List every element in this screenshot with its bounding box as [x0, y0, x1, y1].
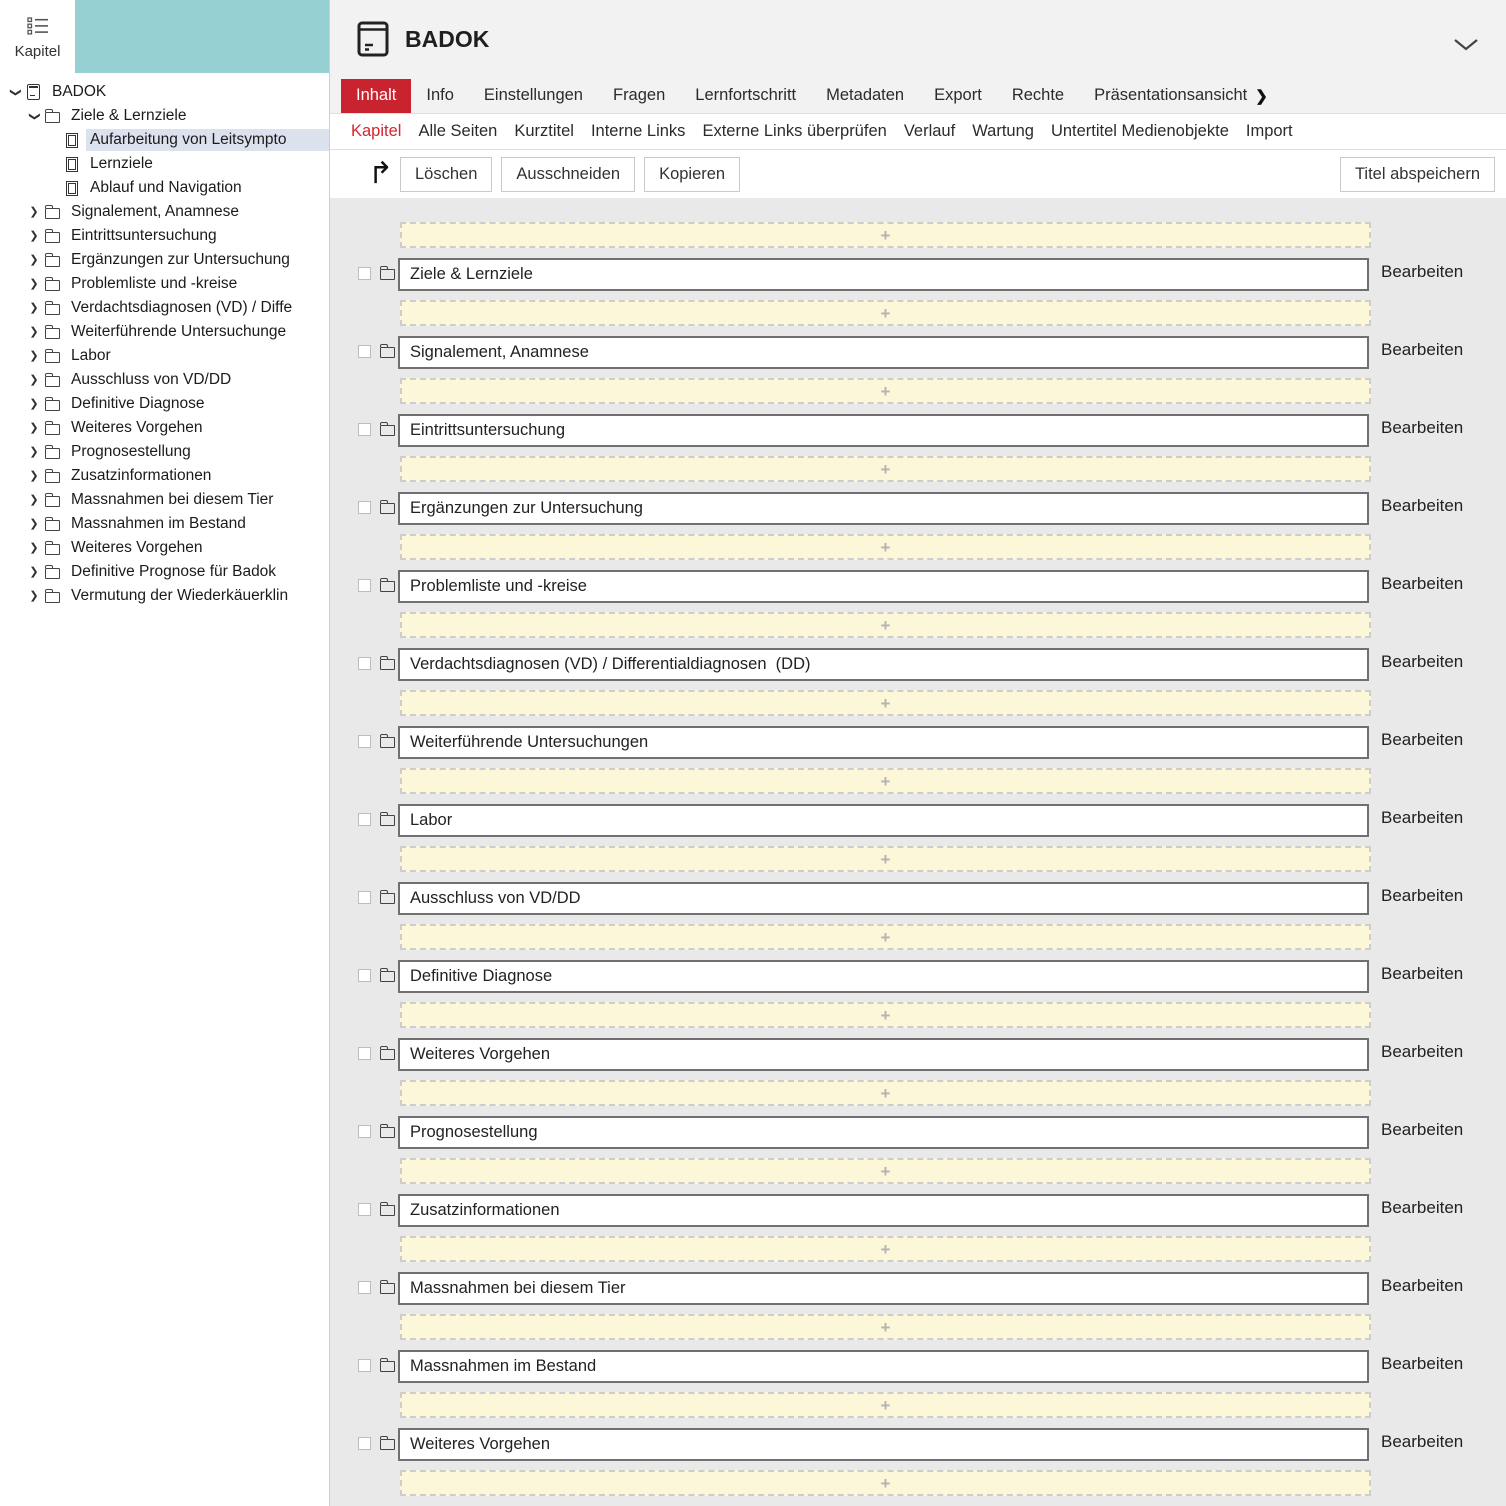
- plus-icon: +: [880, 381, 891, 401]
- plus-icon: +: [880, 615, 891, 635]
- tab-export[interactable]: [919, 79, 997, 113]
- edit-link[interactable]: Bearbeiten: [1381, 418, 1464, 438]
- chapter-checkbox[interactable]: [358, 1203, 371, 1216]
- chapter-row-zusatzinformationen: [330, 1194, 1506, 1227]
- insert-chapter-bar[interactable]: [400, 534, 1371, 560]
- tree-item-verdachtsdiagnosen-vd-diffe[interactable]: [0, 296, 329, 320]
- folder-icon: [380, 1205, 395, 1216]
- tree-item-label: Ergänzungen zur Untersuchung: [71, 251, 290, 268]
- folder-icon: [380, 815, 395, 826]
- edit-link[interactable]: Bearbeiten: [1381, 964, 1464, 984]
- chapter-row-weiteres-vorgehen: [330, 1038, 1506, 1071]
- chapter-title-input[interactable]: [398, 414, 1369, 447]
- plus-icon: +: [880, 1473, 891, 1493]
- subtab-kapitel[interactable]: Kapitel: [351, 122, 402, 141]
- plus-icon: +: [880, 849, 891, 869]
- chapter-row-massnahmen-im-bestand: [330, 1350, 1506, 1383]
- tree-item-label: Aufarbeitung von Leitsympto: [86, 129, 329, 151]
- chevron-right-icon[interactable]: ❯: [29, 493, 39, 506]
- folder-icon: [45, 469, 60, 483]
- folder-icon: [45, 253, 60, 267]
- edit-link[interactable]: Bearbeiten: [1381, 1120, 1464, 1140]
- tree-item-label: BADOK: [52, 83, 107, 100]
- edit-link[interactable]: Bearbeiten: [1381, 1198, 1464, 1218]
- chapter-checkbox[interactable]: [358, 501, 371, 514]
- save-titles-button[interactable]: Titel abspeichern: [1340, 157, 1495, 192]
- tab-präsentationsansicht[interactable]: [1079, 79, 1283, 113]
- chevron-right-icon[interactable]: ❯: [29, 541, 39, 554]
- folder-icon: [45, 205, 60, 219]
- folder-glyph: [45, 232, 60, 243]
- tab-info[interactable]: [411, 79, 469, 113]
- chapter-tree: [0, 75, 329, 608]
- chapter-checkbox[interactable]: [358, 267, 371, 280]
- tree-item-label: Zusatzinformationen: [71, 467, 212, 484]
- edit-link[interactable]: Bearbeiten: [1381, 1042, 1464, 1062]
- subtab-untertitel-medienobjekte[interactable]: Untertitel Medienobjekte: [1050, 122, 1229, 141]
- folder-icon: [380, 1439, 395, 1450]
- tree-item-badok[interactable]: [0, 80, 329, 104]
- subtab-externe-links-überprüfen[interactable]: Externe Links überprüfen: [702, 122, 887, 141]
- folder-glyph: [45, 400, 60, 411]
- tree-item-ziele-lernziele[interactable]: [0, 104, 329, 128]
- tree-item-label: Massnahmen bei diesem Tier: [71, 491, 274, 508]
- plus-icon: +: [880, 1395, 891, 1415]
- folder-glyph: [45, 448, 60, 459]
- chevron-right-icon[interactable]: ❯: [29, 445, 39, 458]
- folder-icon: [380, 269, 395, 280]
- insert-chapter-bar[interactable]: [400, 456, 1371, 482]
- tree-item-weiteres-vorgehen[interactable]: [0, 416, 329, 440]
- page-title: BADOK: [405, 25, 490, 52]
- toolbar: [330, 150, 1506, 198]
- sidebar-header: [0, 0, 329, 75]
- folder-glyph: [45, 328, 60, 339]
- tree-item-definitive-prognose-für-badok[interactable]: [0, 560, 329, 584]
- folder-icon: [380, 1361, 395, 1372]
- tree-item-labor[interactable]: [0, 344, 329, 368]
- tree-item-massnahmen-bei-diesem-tier[interactable]: [0, 488, 329, 512]
- page-glyph: [66, 181, 78, 196]
- subtab-wartung[interactable]: Wartung: [972, 122, 1034, 141]
- folder-glyph: [45, 568, 60, 579]
- chevron-right-icon[interactable]: ❯: [29, 517, 39, 530]
- subtab-alle-seiten[interactable]: Alle Seiten: [418, 122, 498, 141]
- edit-link[interactable]: Bearbeiten: [1381, 1276, 1464, 1296]
- folder-icon: [45, 277, 60, 291]
- page-icon: [64, 133, 79, 148]
- folder-glyph: [45, 424, 60, 435]
- chapter-row-massnahmen-bei-diesem-tier: [330, 1272, 1506, 1305]
- chevron-right-icon[interactable]: ❯: [29, 565, 39, 578]
- edit-link[interactable]: Bearbeiten: [1381, 496, 1464, 516]
- sidebar-tab-kapitel[interactable]: [0, 0, 75, 75]
- tab-fragen[interactable]: [598, 79, 680, 113]
- chapter-row-eintrittsuntersuchung: [330, 414, 1506, 447]
- course-book-icon: [357, 21, 389, 57]
- chevron-right-icon[interactable]: ❯: [29, 349, 39, 362]
- chapter-row-prognosestellung: [330, 1116, 1506, 1149]
- löschen-button[interactable]: Löschen: [400, 157, 492, 192]
- folder-icon: [45, 493, 60, 507]
- folder-icon: [380, 1127, 395, 1138]
- chapter-checkbox[interactable]: [358, 1437, 371, 1450]
- tab-lernfortschritt[interactable]: [680, 79, 811, 113]
- chapter-title-input[interactable]: [398, 1350, 1369, 1383]
- main-panel: [330, 0, 1506, 1506]
- tree-item-signalement-anamnese[interactable]: [0, 200, 329, 224]
- folder-glyph: [45, 112, 60, 123]
- folder-icon: [380, 347, 395, 358]
- chevron-right-icon[interactable]: ❯: [29, 301, 39, 314]
- tree-item-label: Ausschluss von VD/DD: [71, 371, 232, 388]
- tree-item-lernziele[interactable]: [0, 152, 329, 176]
- kopieren-button[interactable]: Kopieren: [644, 157, 740, 192]
- tree-item-label: Weiteres Vorgehen: [71, 419, 203, 436]
- chapter-checkbox[interactable]: [358, 1281, 371, 1294]
- chapter-checkbox[interactable]: [358, 891, 371, 904]
- chevron-right-icon[interactable]: ❯: [29, 325, 39, 338]
- insert-chapter-bar[interactable]: [400, 1002, 1371, 1028]
- folder-icon: [45, 373, 60, 387]
- folder-icon: [380, 893, 395, 904]
- chevron-right-icon[interactable]: ❯: [29, 253, 39, 266]
- chapter-title-input[interactable]: [398, 1272, 1369, 1305]
- tree-item-label: Ablauf und Navigation: [90, 179, 242, 196]
- plus-icon: +: [880, 1083, 891, 1103]
- chapter-checkbox[interactable]: [358, 657, 371, 670]
- chevron-right-icon[interactable]: ❯: [29, 229, 39, 242]
- insert-chapter-bar[interactable]: [400, 612, 1371, 638]
- doc-icon: [26, 84, 41, 100]
- plus-icon: +: [880, 1317, 891, 1337]
- insert-chapter-bar[interactable]: [400, 300, 1371, 326]
- insert-chapter-bar[interactable]: [400, 924, 1371, 950]
- chapter-title-input[interactable]: [398, 1116, 1369, 1149]
- chapter-checkbox[interactable]: [358, 423, 371, 436]
- plus-icon: +: [880, 1005, 891, 1025]
- edit-link[interactable]: Bearbeiten: [1381, 730, 1464, 750]
- tree-item-label: Weiterführende Untersuchunge: [71, 323, 287, 340]
- folder-icon: [45, 109, 60, 123]
- course-header: [330, 0, 1506, 79]
- edit-link[interactable]: Bearbeiten: [1381, 1432, 1464, 1452]
- folder-icon: [45, 445, 60, 459]
- chapter-row-weiteres-vorgehen: [330, 1428, 1506, 1461]
- chapter-checkbox[interactable]: [358, 1359, 371, 1372]
- tree-item-label: Lernziele: [90, 155, 153, 172]
- toolbar-buttons: [392, 157, 740, 192]
- edit-link[interactable]: Bearbeiten: [1381, 808, 1464, 828]
- chapter-title-input[interactable]: [398, 336, 1369, 369]
- folder-icon: [380, 581, 395, 592]
- folder-icon: [45, 421, 60, 435]
- collapse-chevron-icon[interactable]: [1452, 38, 1480, 52]
- folder-glyph: [45, 472, 60, 483]
- folder-icon: [45, 229, 60, 243]
- folder-glyph: [45, 496, 60, 507]
- chapter-title-input[interactable]: [398, 1194, 1369, 1227]
- chapter-title-input[interactable]: [398, 804, 1369, 837]
- chevron-down-icon[interactable]: ❯: [9, 87, 22, 97]
- insert-chapter-bar[interactable]: [400, 1392, 1371, 1418]
- tree-item-definitive-diagnose[interactable]: [0, 392, 329, 416]
- plus-icon: +: [880, 303, 891, 323]
- tree-item-ergänzungen-zur-untersuchung[interactable]: [0, 248, 329, 272]
- tree-item-weiterführende-untersuchunge[interactable]: [0, 320, 329, 344]
- folder-icon: [45, 589, 60, 603]
- folder-glyph: [45, 544, 60, 555]
- tree-item-label: Weiteres Vorgehen: [71, 539, 203, 556]
- chapter-title-input[interactable]: [398, 570, 1369, 603]
- tree-item-massnahmen-im-bestand[interactable]: [0, 512, 329, 536]
- folder-icon: [45, 325, 60, 339]
- page-icon: [64, 157, 79, 172]
- tree-item-label: Definitive Diagnose: [71, 395, 205, 412]
- insert-chapter-bar[interactable]: [400, 846, 1371, 872]
- primary-tab-bar: [330, 79, 1506, 114]
- tree-item-vermutung-der-wiederkäuerklin[interactable]: [0, 584, 329, 608]
- tab-label: Rechte: [1011, 86, 1065, 105]
- folder-icon: [45, 397, 60, 411]
- folder-icon: [380, 503, 395, 514]
- insert-chapter-bar[interactable]: [400, 1158, 1371, 1184]
- sidebar-accent-panel: [75, 0, 329, 73]
- insert-chapter-bar[interactable]: [400, 690, 1371, 716]
- tree-item-label: Signalement, Anamnese: [71, 203, 240, 220]
- tree-item-label: Verdachtsdiagnosen (VD) / Diffe: [71, 299, 293, 316]
- insert-chapter-bar[interactable]: [400, 1470, 1371, 1496]
- tree-item-prognosestellung[interactable]: [0, 440, 329, 464]
- tree-item-eintrittsuntersuchung[interactable]: [0, 224, 329, 248]
- doc-glyph: [27, 84, 40, 100]
- folder-glyph: [45, 352, 60, 363]
- folder-icon: [45, 565, 60, 579]
- insert-chapter-bar[interactable]: [400, 768, 1371, 794]
- chevron-right-icon[interactable]: ❯: [29, 397, 39, 410]
- chapter-title-input[interactable]: [398, 258, 1369, 291]
- subtab-kurztitel[interactable]: Kurztitel: [514, 122, 574, 141]
- plus-icon: +: [880, 225, 891, 245]
- tab-label: Präsentationsansicht: [1094, 86, 1248, 105]
- chevron-down-icon[interactable]: ❯: [28, 111, 41, 121]
- tab-einstellungen[interactable]: [469, 79, 598, 113]
- edit-link[interactable]: Bearbeiten: [1381, 886, 1464, 906]
- chapter-title-input[interactable]: [398, 1428, 1369, 1461]
- chevron-right-icon[interactable]: ❯: [29, 205, 39, 218]
- folder-icon: [380, 425, 395, 436]
- chapter-title-input[interactable]: [398, 726, 1369, 759]
- plus-icon: +: [880, 459, 891, 479]
- tree-item-label: Ziele & Lernziele: [71, 107, 187, 124]
- tree-item-label: Definitive Prognose für Badok: [71, 563, 277, 580]
- folder-icon: [45, 517, 60, 531]
- chapter-title-input[interactable]: [398, 648, 1369, 681]
- plus-icon: +: [880, 1161, 891, 1181]
- subtab-verlauf[interactable]: Verlauf: [903, 122, 956, 141]
- folder-icon: [380, 737, 395, 748]
- folder-glyph: [45, 280, 60, 291]
- sidebar-tab-label: Kapitel: [14, 42, 61, 60]
- tree-item-label: Vermutung der Wiederkäuerklin: [71, 587, 289, 604]
- tab-inhalt[interactable]: [341, 79, 411, 113]
- chapter-row-ausschluss-von-vd-dd: [330, 882, 1506, 915]
- folder-glyph: [45, 592, 60, 603]
- edit-link[interactable]: Bearbeiten: [1381, 262, 1464, 282]
- chapter-checkbox[interactable]: [358, 813, 371, 826]
- chapter-checkbox[interactable]: [358, 345, 371, 358]
- plus-icon: +: [880, 927, 891, 947]
- chapter-checkbox[interactable]: [358, 1047, 371, 1060]
- chapter-checkbox[interactable]: [358, 969, 371, 982]
- plus-icon: +: [880, 1239, 891, 1259]
- chapter-row-problemliste-und-kreise: [330, 570, 1506, 603]
- secondary-tab-bar: [330, 114, 1506, 150]
- chapter-row-ergänzungen-zur-untersuchung: [330, 492, 1506, 525]
- folder-icon: [45, 349, 60, 363]
- insert-chapter-bar[interactable]: [400, 1314, 1371, 1340]
- subtab-import[interactable]: Import: [1245, 122, 1293, 141]
- folder-glyph: [45, 256, 60, 267]
- tab-label: Inhalt: [356, 86, 397, 105]
- chapter-row-definitive-diagnose: [330, 960, 1506, 993]
- folder-icon: [45, 541, 60, 555]
- page-glyph: [66, 133, 78, 148]
- tab-label: Fragen: [612, 86, 666, 105]
- chevron-right-icon[interactable]: ❯: [29, 277, 39, 290]
- folder-glyph: [45, 520, 60, 531]
- chapters-list-icon: [27, 16, 49, 36]
- chapter-title-input[interactable]: [398, 492, 1369, 525]
- chevron-right-icon[interactable]: ❯: [29, 421, 39, 434]
- edit-link[interactable]: Bearbeiten: [1381, 1354, 1464, 1374]
- tree-item-ablauf-und-navigation[interactable]: [0, 176, 329, 200]
- chapter-title-input[interactable]: [398, 1038, 1369, 1071]
- tree-item-ausschluss-von-vd-dd[interactable]: [0, 368, 329, 392]
- folder-glyph: [45, 304, 60, 315]
- folder-glyph: [45, 208, 60, 219]
- edit-link[interactable]: Bearbeiten: [1381, 574, 1464, 594]
- folder-icon: [380, 1283, 395, 1294]
- tree-item-label: Prognosestellung: [71, 443, 191, 460]
- folder-icon: [380, 971, 395, 982]
- tree-item-label: Problemliste und -kreise: [71, 275, 238, 292]
- subtab-interne-links[interactable]: Interne Links: [590, 122, 686, 141]
- tab-label: Lernfortschritt: [695, 86, 797, 105]
- chapter-checkbox[interactable]: [358, 579, 371, 592]
- edit-link[interactable]: Bearbeiten: [1381, 652, 1464, 672]
- folder-icon: [380, 659, 395, 670]
- insert-chapter-bar[interactable]: [400, 222, 1371, 248]
- page-glyph: [66, 157, 78, 172]
- chapter-row-ziele-lernziele: [330, 258, 1506, 291]
- sidebar: [0, 0, 330, 1506]
- tab-metadaten[interactable]: [811, 79, 919, 113]
- tree-item-label: Eintrittsuntersuchung: [71, 227, 217, 244]
- tree-item-problemliste-und-kreise[interactable]: [0, 272, 329, 296]
- plus-icon: +: [880, 771, 891, 791]
- insert-chapter-bar[interactable]: [400, 378, 1371, 404]
- chapter-row-labor: [330, 804, 1506, 837]
- folder-icon: [380, 1049, 395, 1060]
- forward-chevron-icon[interactable]: ❯: [1255, 87, 1268, 105]
- chevron-right-icon[interactable]: ❯: [29, 589, 39, 602]
- edit-link[interactable]: Bearbeiten: [1381, 340, 1464, 360]
- chevron-right-icon[interactable]: ❯: [29, 373, 39, 386]
- tab-label: Einstellungen: [483, 86, 583, 105]
- page-icon: [64, 181, 79, 196]
- tree-item-weiteres-vorgehen[interactable]: [0, 536, 329, 560]
- chapter-row-weiterführende-untersuchungen: [330, 726, 1506, 759]
- chevron-right-icon[interactable]: ❯: [29, 469, 39, 482]
- tree-item-label: Labor: [71, 347, 111, 364]
- chapter-title-input[interactable]: [398, 960, 1369, 993]
- move-arrow-icon: ↱: [368, 156, 394, 192]
- plus-icon: +: [880, 537, 891, 557]
- tree-item-label: Massnahmen im Bestand: [71, 515, 246, 532]
- chapter-row-signalement-anamnese: [330, 336, 1506, 369]
- chapter-title-input[interactable]: [398, 882, 1369, 915]
- tab-label: Info: [426, 86, 454, 105]
- tab-label: Metadaten: [826, 86, 905, 105]
- tree-item-aufarbeitung-von-leitsympto[interactable]: [0, 128, 329, 152]
- tree-item-zusatzinformationen[interactable]: [0, 464, 329, 488]
- chapter-list: [330, 198, 1506, 1506]
- chapter-row-verdachtsdiagnosen-vd-differentialdiagnosen-dd: [330, 648, 1506, 681]
- insert-chapter-bar[interactable]: [400, 1236, 1371, 1262]
- chapter-checkbox[interactable]: [358, 1125, 371, 1138]
- tab-rechte[interactable]: [997, 79, 1079, 113]
- plus-icon: +: [880, 693, 891, 713]
- insert-chapter-bar[interactable]: [400, 1080, 1371, 1106]
- ausschneiden-button[interactable]: Ausschneiden: [501, 157, 635, 192]
- chapter-checkbox[interactable]: [358, 735, 371, 748]
- folder-icon: [45, 301, 60, 315]
- tab-label: Export: [934, 86, 982, 105]
- folder-glyph: [45, 376, 60, 387]
